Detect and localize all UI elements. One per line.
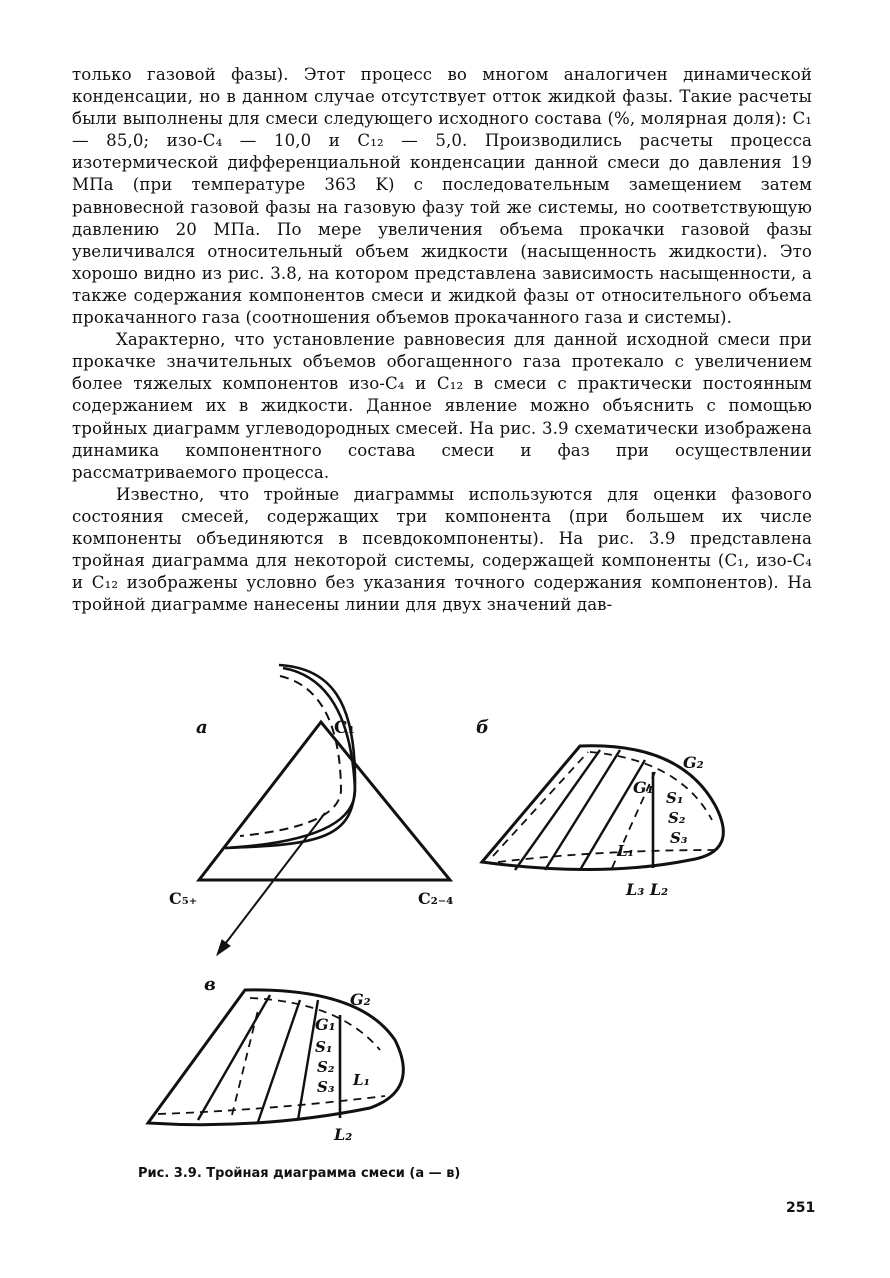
dashed-bottom <box>498 850 715 862</box>
panel-v-label: в <box>204 974 216 995</box>
v-s1-label: S₁ <box>315 1038 333 1056</box>
b-s2-label: S₂ <box>668 809 686 827</box>
b-s3-label: S₃ <box>670 829 688 847</box>
panel-b-diagram <box>482 746 723 870</box>
dashed-tie-1 <box>493 752 588 856</box>
v-s3-label: S₃ <box>317 1078 335 1096</box>
v-l1-label: L₁ <box>353 1071 371 1089</box>
v-tie-4 <box>298 1000 318 1120</box>
v-tie-2 <box>232 1010 258 1115</box>
tie-line-2 <box>545 750 620 870</box>
dew-curve <box>240 676 341 836</box>
dashed-top <box>590 752 712 820</box>
v-dashed-bottom <box>158 1096 385 1114</box>
figure-caption: Рис. 3.9. Тройная диаграмма смеси (а — в) <box>138 1166 461 1181</box>
v-g1-label: G₁ <box>315 1015 336 1034</box>
panel-v-outline <box>148 990 403 1125</box>
panel-b-label: б <box>476 717 489 738</box>
panel-b-outline <box>482 746 723 870</box>
paragraph-1: только газовой фазы). Этот процесс во многом аналогичен динамической конденсации, но в данном случае отсутствует отток жидкой фазы. Такие расчеты были выполнены для смеси следующего исходного состава (%, молярная доля): C₁ — 85,0; изо-C₄ — 10,0 и C₁₂ — 5,0. Производились расчеты процесса изотермической дифференциальной конденсации данной смеси до давления 19 МПа (при температуре 363 K) с последовательным замещением затем равновесной газовой фазы на газовую фазу той же системы, но соответствующую давлению 20 МПа. По мере увеличения объема прокачки газовой фазы увеличивался относительный объем жидкости (насыщенность жидкости). Это хорошо видно из рис. 3.8, на котором представлена зависимость насыщенности, а также содержания компонентов смеси и жидкой фазы от относительного объема прокачанного газа (соотношения объемов прокачанного газа и системы). <box>72 65 812 328</box>
v-s2-label: S₂ <box>317 1058 335 1076</box>
paragraph-2: Характерно, что установление равновесия для данной исходной смеси при прокачке значительных объемов обогащенного газа протекало с увеличением более тяжелых компонентов изо-C₄ и C₁₂ в смеси с практически постоянным содержанием их в жидкости. Данное явление можно объяснить с помощью тройных диаграмм углеводородных смесей. На рис. 3.9 схематически изображена динамика компонентного состава смеси и фаз при осуществлении рассматриваемого процесса. <box>72 330 812 482</box>
v-tie-3 <box>258 1000 300 1122</box>
tie-line-4 <box>612 772 655 868</box>
apex-c1-label: C₁ <box>334 718 355 738</box>
b-s1-label: S₁ <box>666 789 684 807</box>
binodal-curve-outline <box>226 668 355 848</box>
b-l3l2-label: L₃ L₂ <box>626 880 669 899</box>
apex-c5-label: C₅₊ <box>169 889 198 908</box>
b-g2-label: G₂ <box>683 753 704 772</box>
panel-a-diagram <box>199 665 450 955</box>
panel-v-diagram <box>148 990 403 1125</box>
paragraph-3: Известно, что тройные диаграммы используются для оценки фазового состояния смесей, содержащих три компонента (при большем их числе компоненты объединяются в псевдокомпоненты). На рис. 3.9 представлена тройная диаграмма для некоторой системы, содержащей компоненты (C₁, изо-C₄ и C₁₂ изображены условно без указания точного содержания компонентов). На тройной диаграмме нанесены линии для двух значений дав- <box>72 484 812 615</box>
tie-line-1 <box>515 750 600 870</box>
page-number: 251 <box>786 1200 816 1216</box>
v-tie-1 <box>198 995 270 1120</box>
v-dashed-top <box>250 998 380 1050</box>
b-g1-label: G₁ <box>633 778 654 797</box>
binodal-curve <box>225 665 355 848</box>
v-g2-label: G₂ <box>350 990 371 1009</box>
tie-line-3 <box>580 760 645 870</box>
body-text <box>72 64 812 616</box>
arrow-head <box>217 940 230 955</box>
apex-c24-label: C₂₋₄ <box>418 889 454 908</box>
process-arrow-line <box>222 813 325 948</box>
v-l2-label: L₂ <box>334 1125 353 1144</box>
ternary-triangle <box>199 722 450 880</box>
b-l1-label: L₁ <box>617 842 635 860</box>
panel-a-label: а <box>196 717 208 738</box>
